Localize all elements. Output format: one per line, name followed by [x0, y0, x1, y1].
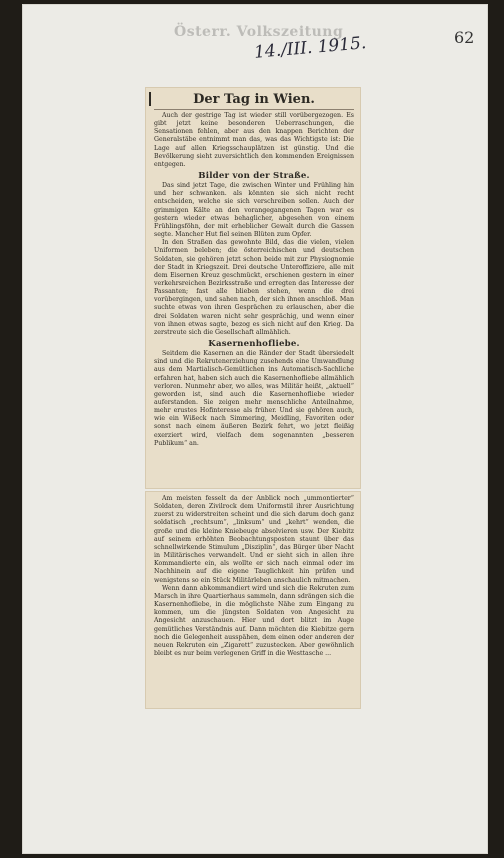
article-paragraph: Am meisten fesselt da der Anblick noch „ummontierter“ Soldaten, deren Zivilrock dem Uniformstil ihrer Ausrichtung zuerst zu widerstreiten scheint und die sich darum doch ganz soldatisch „rechtsum“, „linksum“ und „kehrt“ wenden, die große und die kleine Kniebeuge absolvieren usw. Der Kiebitz auf seinem erhöhten Beobachtungsposten staunt über das schnellwirkende Stimulum „Disziplin“, das Bürger über Nacht in Militärisches verwandelt. Und er sieht sich in allen ihre Kommandierte ein, als wollte er sich nach einmal oder im Nachhinein auf die eigene Tauglichkeit hin prüfen und wenigstens so ein Stück Militärleben anschaulich mitmachen. — [154, 495, 354, 584]
column-marker — [149, 92, 151, 106]
newspaper-clipping-part-1 — [146, 88, 360, 488]
article-title: Der Tag in Wien. — [154, 92, 354, 110]
newspaper-clipping-part-2 — [146, 492, 360, 708]
page-number: 62 — [454, 28, 475, 47]
newspaper-name-stamp: Österr. Volkszeitung — [174, 24, 344, 40]
section-heading-street: Bilder von der Straße. — [198, 171, 310, 182]
article-paragraph: Wenn dann abkommandiert wird und sich die Rekruten zum Marsch in ihre Quartierhaus sammeln, dann sdrängen sich die Kasernenhofliebe, in die möglichste Nähe zum Eingang zu kommen, um die jüngsten Soldaten von Angesicht zu Angesicht anzuschauen. Hier und dort blitzt im Auge gemütliches Verständnis auf. Dann möchten die Kiebitze gern noch die Gelegenheit ausspähen, dem einen oder anderen der neuen Rekruten ein „Zigarett“ zuzustecken. Aber gewöhnlich bleibt es nur beim verlegenen Griff in die Westtasche ... — [154, 584, 354, 657]
article-paragraph: Seitdem die Kasernen an die Ränder der Stadt übersiedelt sind und die Rekrutenerziehung zusehends eine Umwandlung aus dem Martialisch-Gemütlichen ins Automatisch-Sachliche erfahren hat, haben sich auch die Kasernenhofliebe allmählich verloren. Nunmehr aber, wo alles, was Militär heißt, „aktuell“ geworden ist, sind auch die Kasernenhofliebe wieder auferstanden. Sie zeigen mehr menschliche Anteilnahme, mehr erustes Hofinteresse als früher. Und sie gehören auch, wie ein Wißeck nach Simmering, Meidling, Favoriten oder sonst nach einem äußeren Bezirk fehrt, wo jetzt fleißig exerziert wird, vielfach dem sogenannten „besseren Publikum“ an. — [154, 350, 354, 447]
article-intro: Auch der gestrige Tag ist wieder still vorübergezogen. Es gibt jetzt keine besonderen Ueberraschungen, die Sensationen fehlen, aber aus den knappen Berichten der Generalstäbe entnimmt man das, was das Wichtigste ist: Die Lage auf allen Kriegsschauplätzen ist günstig. Und die Bevölkerung sieht zuversichtlich den kommenden Ereignissen entgegen. — [154, 112, 354, 168]
article-paragraph: In den Straßen das gewohnte Bild, das die vielen, vielen Uniformen beleben; die österreichischen und deutschen Soldaten, sie gehören jetzt schon beide mit zur Physiognomie der Stadt in Kriegszeit. Drei deutsche Unteroffiziere, alle mit dem Eisernen Kreuz geschmückt, erschienen gestern in einer verkehrsreichen Bezirksstraße und erregten das Interesse der Passanten; fast alle blieben stehen, wenn die drei vorübergingen, und sahen nach, der sich ihnen anschloß. Man suchte etwas von ihren Gesprächen zu erlauschen, aber die drei Soldaten waren nicht sehr gesprächig, und wenn einer von ihnen etwas sagte, bezog es sich nicht auf den Krieg. Da zerstreute sich die Gesellschaft allmählich. — [154, 239, 354, 336]
section-heading-barracks: Kasernenhofliebe. — [208, 339, 300, 350]
article-paragraph: Das sind jetzt Tage, die zwischen Winter und Frühling hin und her schwanken. als könnten sie sich nicht recht entscheiden, welche sie sich verschreiben sollen. Auch der grimmigen Kälte an den vorangegangenen Tagen war es gestern wieder etwas behaglicher, abgesehen von einem Frühlingsföhn, der mit erheblicher Gewalt durch die Gassen segte. Mancher Hut fiel seinen Blüten zum Opfer. — [154, 182, 354, 239]
handwritten-date: 14./III. 1915. — [253, 33, 368, 63]
